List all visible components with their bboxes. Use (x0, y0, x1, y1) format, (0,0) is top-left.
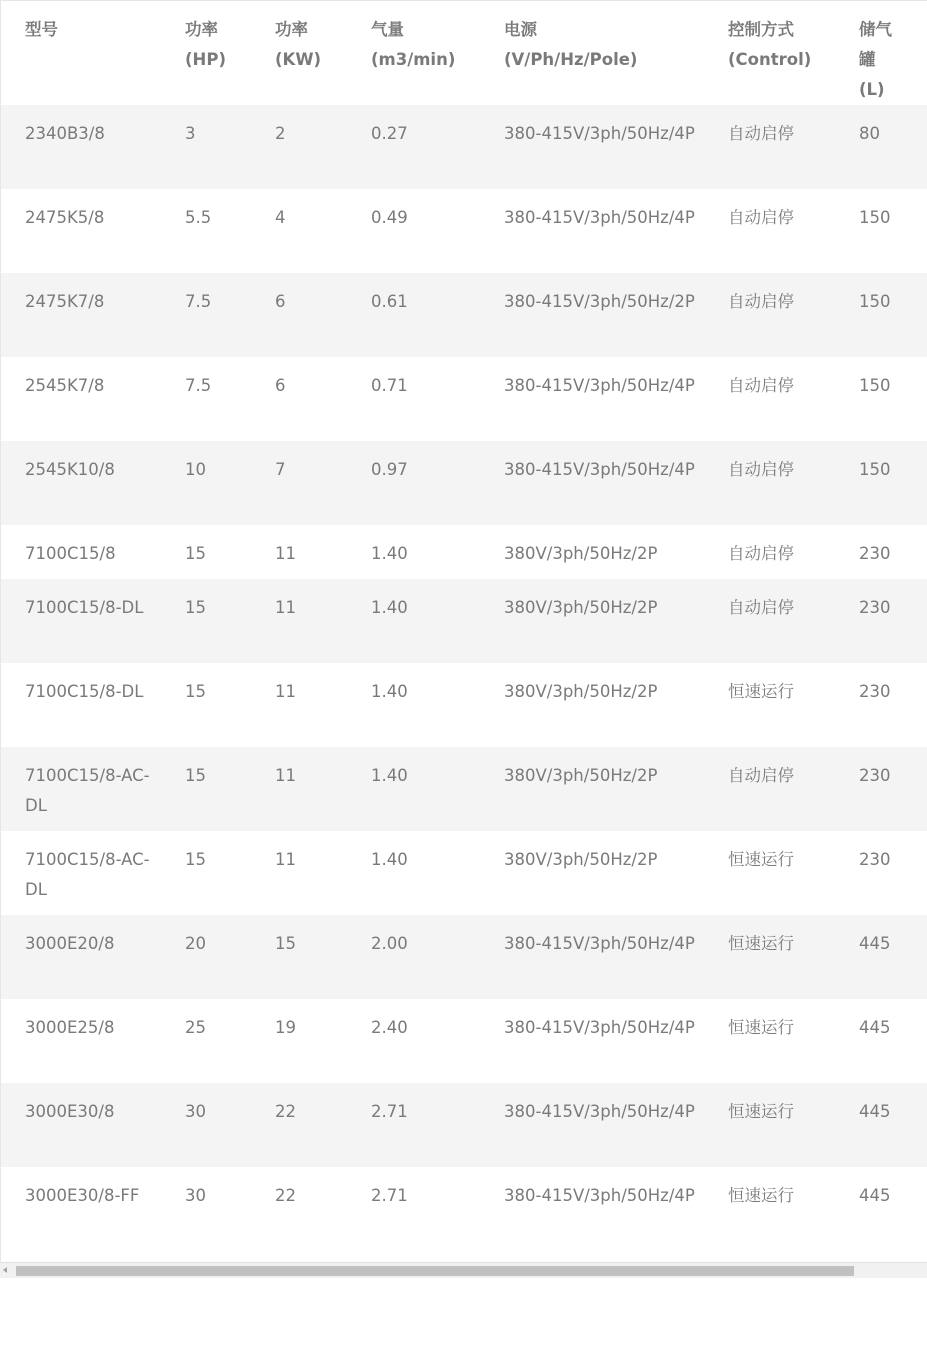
table-cell-power-kw: 11 (251, 663, 347, 747)
table-cell-model: 2545K7/8 (1, 357, 161, 441)
table-cell-power-kw: 4 (251, 189, 347, 273)
table-cell-air-flow: 1.40 (347, 663, 480, 747)
table-cell-tank-capacity: 230 (835, 663, 927, 747)
table-cell-power-supply: 380-415V/3ph/50Hz/4P (480, 915, 704, 999)
table-row (1, 357, 927, 441)
table-cell-power-kw: 11 (251, 525, 347, 579)
table-cell-air-flow: 0.27 (347, 105, 480, 189)
table-cell-air-flow: 0.49 (347, 189, 480, 273)
table-cell-control-mode: 恒速运行 (704, 999, 835, 1083)
table-cell-power-supply: 380-415V/3ph/50Hz/4P (480, 999, 704, 1083)
table-cell-power-supply: 380-415V/3ph/50Hz/4P (480, 1083, 704, 1167)
table-row (1, 273, 927, 357)
table-cell-control-mode: 自动启停 (704, 273, 835, 357)
table-cell-power-supply: 380V/3ph/50Hz/2P (480, 525, 704, 579)
table-cell-power-supply: 380-415V/3ph/50Hz/4P (480, 189, 704, 273)
table-cell-power-kw: 2 (251, 105, 347, 189)
table-cell-tank-capacity: 150 (835, 189, 927, 273)
table-cell-power-kw: 6 (251, 273, 347, 357)
table-cell-model: 3000E30/8-FF (1, 1167, 161, 1251)
table-cell-power-supply: 380-415V/3ph/50Hz/4P (480, 105, 704, 189)
table-cell-model: 3000E20/8 (1, 915, 161, 999)
table-cell-power-kw: 11 (251, 579, 347, 663)
table-row (1, 579, 927, 663)
column-header-model (1, 1, 161, 105)
table-row (1, 663, 927, 747)
table-cell-power-kw: 19 (251, 999, 347, 1083)
column-header-text: (HP) (185, 50, 226, 69)
table-cell-air-flow: 1.40 (347, 747, 480, 831)
column-header-text: 功率 (275, 20, 308, 39)
table-cell-power-hp: 15 (161, 831, 251, 915)
table-cell-power-supply: 380V/3ph/50Hz/2P (480, 579, 704, 663)
chevron-left-icon[interactable] (3, 1267, 7, 1273)
table-cell-tank-capacity: 230 (835, 831, 927, 915)
table-cell-power-kw: 15 (251, 915, 347, 999)
column-header-text: (KW) (275, 50, 322, 69)
table-cell-control-mode: 自动启停 (704, 189, 835, 273)
horizontal-scrollbar[interactable] (0, 1262, 927, 1278)
table-cell-air-flow: 2.40 (347, 999, 480, 1083)
table-cell-tank-capacity: 445 (835, 999, 927, 1083)
table-cell-control-mode: 自动启停 (704, 747, 835, 831)
column-header-text: 储气 (859, 20, 892, 39)
table-cell-air-flow: 1.40 (347, 525, 480, 579)
table-cell-model: 7100C15/8-DL (1, 579, 161, 663)
column-header-text: 气量 (371, 20, 404, 39)
table-cell-power-hp: 7.5 (161, 273, 251, 357)
table-cell-tank-capacity: 150 (835, 357, 927, 441)
table-cell-model: 7100C15/8-AC-DL (1, 831, 161, 915)
table-cell-model: 2475K5/8 (1, 189, 161, 273)
table-cell-control-mode: 恒速运行 (704, 663, 835, 747)
column-header-text: (Control) (728, 50, 812, 69)
table-cell-power-supply: 380-415V/3ph/50Hz/4P (480, 441, 704, 525)
table-cell-model: 2475K7/8 (1, 273, 161, 357)
table-cell-power-hp: 5.5 (161, 189, 251, 273)
table-cell-power-kw: 6 (251, 357, 347, 441)
column-header-text: 功率 (185, 20, 218, 39)
table-header-row (1, 1, 927, 105)
table-cell-air-flow: 0.71 (347, 357, 480, 441)
table-row (1, 999, 927, 1083)
table-cell-power-hp: 10 (161, 441, 251, 525)
table-cell-power-hp: 20 (161, 915, 251, 999)
table-cell-power-hp: 15 (161, 525, 251, 579)
table-cell-power-supply: 380V/3ph/50Hz/2P (480, 663, 704, 747)
table-cell-model: 7100C15/8 (1, 525, 161, 579)
table-cell-power-supply: 380V/3ph/50Hz/2P (480, 831, 704, 915)
column-header-text: 型号 (25, 20, 58, 39)
table-cell-tank-capacity: 150 (835, 273, 927, 357)
table-cell-power-supply: 380V/3ph/50Hz/2P (480, 747, 704, 831)
table-cell-model: 7100C15/8-DL (1, 663, 161, 747)
table-body (1, 105, 927, 1251)
table-cell-control-mode: 自动启停 (704, 357, 835, 441)
table-cell-air-flow: 1.40 (347, 579, 480, 663)
table-cell-air-flow: 2.00 (347, 915, 480, 999)
table-cell-air-flow: 2.71 (347, 1083, 480, 1167)
column-header-text: (L) (859, 80, 885, 99)
table-row (1, 1167, 927, 1251)
table-row (1, 189, 927, 273)
table-cell-tank-capacity: 445 (835, 915, 927, 999)
table-cell-control-mode: 恒速运行 (704, 1083, 835, 1167)
column-header-power-supply (480, 1, 704, 105)
column-header-text: 罐 (859, 50, 876, 69)
table-cell-model: 3000E30/8 (1, 1083, 161, 1167)
table-cell-tank-capacity: 445 (835, 1083, 927, 1167)
table-cell-power-hp: 30 (161, 1083, 251, 1167)
table-cell-air-flow: 1.40 (347, 831, 480, 915)
table-cell-tank-capacity: 230 (835, 747, 927, 831)
table-cell-tank-capacity: 445 (835, 1167, 927, 1251)
table-cell-control-mode: 自动启停 (704, 441, 835, 525)
table-row (1, 105, 927, 189)
table-cell-control-mode: 恒速运行 (704, 915, 835, 999)
column-header-tank-capacity (835, 1, 927, 105)
table-cell-power-kw: 22 (251, 1167, 347, 1251)
column-header-text: 电源 (504, 20, 537, 39)
column-header-text: (m3/min) (371, 50, 456, 69)
table-cell-tank-capacity: 150 (835, 441, 927, 525)
table-cell-power-kw: 7 (251, 441, 347, 525)
table-cell-control-mode: 自动启停 (704, 579, 835, 663)
table-cell-power-kw: 11 (251, 747, 347, 831)
table-row (1, 1083, 927, 1167)
column-header-power-kw (251, 1, 347, 105)
table-cell-model: 7100C15/8-AC-DL (1, 747, 161, 831)
table-cell-power-hp: 15 (161, 579, 251, 663)
table-cell-control-mode: 自动启停 (704, 525, 835, 579)
table-cell-power-hp: 7.5 (161, 357, 251, 441)
table-row (1, 747, 927, 831)
column-header-text: 控制方式 (728, 20, 794, 39)
table-row (1, 831, 927, 915)
spec-table (1, 1, 927, 1251)
table-cell-power-hp: 25 (161, 999, 251, 1083)
table-cell-control-mode: 自动启停 (704, 105, 835, 189)
scrollbar-thumb[interactable] (16, 1266, 854, 1276)
table-row (1, 525, 927, 579)
table-row (1, 915, 927, 999)
table-cell-air-flow: 0.61 (347, 273, 480, 357)
column-header-power-hp (161, 1, 251, 105)
table-cell-tank-capacity: 80 (835, 105, 927, 189)
table-cell-air-flow: 0.97 (347, 441, 480, 525)
column-header-air-flow (347, 1, 480, 105)
table-cell-power-hp: 15 (161, 747, 251, 831)
table-cell-tank-capacity: 230 (835, 579, 927, 663)
table-cell-model: 2340B3/8 (1, 105, 161, 189)
table-cell-model: 3000E25/8 (1, 999, 161, 1083)
table-cell-power-hp: 15 (161, 663, 251, 747)
table-cell-power-hp: 3 (161, 105, 251, 189)
table-cell-power-supply: 380-415V/3ph/50Hz/4P (480, 1167, 704, 1251)
column-header-text: (V/Ph/Hz/Pole) (504, 50, 638, 69)
column-header-control-mode (704, 1, 835, 105)
table-cell-power-supply: 380-415V/3ph/50Hz/4P (480, 357, 704, 441)
table-cell-control-mode: 恒速运行 (704, 831, 835, 915)
table-cell-air-flow: 2.71 (347, 1167, 480, 1251)
table-cell-control-mode: 恒速运行 (704, 1167, 835, 1251)
table-row (1, 441, 927, 525)
table-cell-power-supply: 380-415V/3ph/50Hz/2P (480, 273, 704, 357)
table-cell-power-hp: 30 (161, 1167, 251, 1251)
table-cell-tank-capacity: 230 (835, 525, 927, 579)
table-cell-power-kw: 22 (251, 1083, 347, 1167)
table-cell-model: 2545K10/8 (1, 441, 161, 525)
table-cell-power-kw: 11 (251, 831, 347, 915)
